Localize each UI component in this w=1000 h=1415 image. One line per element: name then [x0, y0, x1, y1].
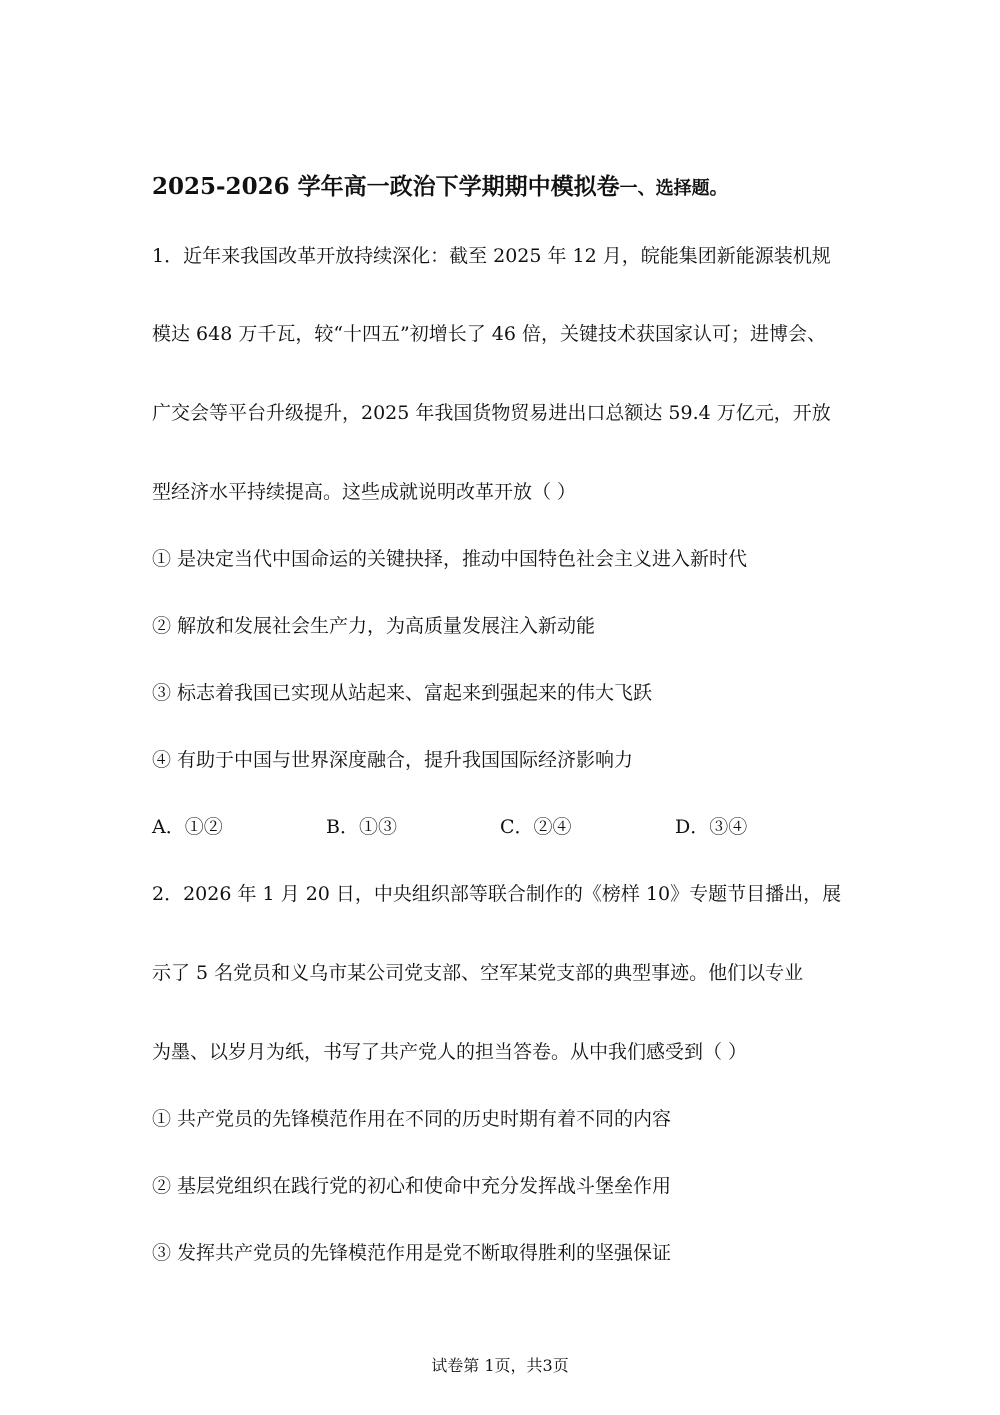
section-heading: 一、选择题。	[619, 178, 728, 199]
q1-option-d: D．③④	[675, 816, 748, 838]
q1-options	[152, 814, 852, 840]
q1-stem-line-1: 1．近年来我国改革开放持续深化：截至 2025 年 12 月，皖能集团新能源装机规	[152, 245, 831, 267]
q2-stem-line-2: 示了 5 名党员和义乌市某公司党支部、空军某党支部的典型事迹。他们以专业	[152, 962, 804, 984]
q1-stem-line-4: 型经济水平持续提高。这些成就说明改革开放（ ）	[152, 481, 577, 503]
q2-stem-line-3: 为墨、以岁月为纸，书写了共产党人的担当答卷。从中我们感受到（ ）	[152, 1041, 748, 1063]
q1-statement-4: ④ 有助于中国与世界深度融合，提升我国国际经济影响力	[152, 749, 634, 771]
page-number-footer: 试卷第 1页，共3页	[431, 1356, 569, 1375]
title-main: 2025-2026 学年高一政治下学期期中模拟卷	[152, 173, 620, 200]
q1-statement-1: ① 是决定当代中国命运的关键抉择，推动中国特色社会主义进入新时代	[152, 548, 748, 570]
q2-statement-3: ③ 发挥共产党员的先锋模范作用是党不断取得胜利的坚强保证	[152, 1242, 672, 1264]
exam-title	[152, 168, 728, 201]
q2-statement-1: ① 共产党员的先锋模范作用在不同的历史时期有着不同的内容	[152, 1108, 672, 1130]
q1-statement-2: ② 解放和发展社会生产力，为高质量发展注入新动能	[152, 615, 596, 637]
q1-statement-3: ③ 标志着我国已实现从站起来、富起来到强起来的伟大飞跃	[152, 682, 653, 704]
q2-stem-line-1: 2．2026 年 1 月 20 日，中央组织部等联合制作的《榜样 10》专题节目播出，展	[152, 883, 842, 905]
q1-option-c: C．②④	[500, 816, 572, 838]
q1-option-b: B．①③	[326, 816, 397, 838]
q2-statement-2: ② 基层党组织在践行党的初心和使命中充分发挥战斗堡垒作用	[152, 1175, 672, 1197]
q1-stem-line-2: 模达 648 万千瓦，较“十四五”初增长了 46 倍，关键技术获国家认可；进博会、	[152, 323, 827, 345]
q1-stem-line-3: 广交会等平台升级提升，2025 年我国货物贸易进出口总额达 59.4 万亿元，开放	[152, 402, 831, 424]
q1-option-a: A．①②	[152, 816, 223, 838]
